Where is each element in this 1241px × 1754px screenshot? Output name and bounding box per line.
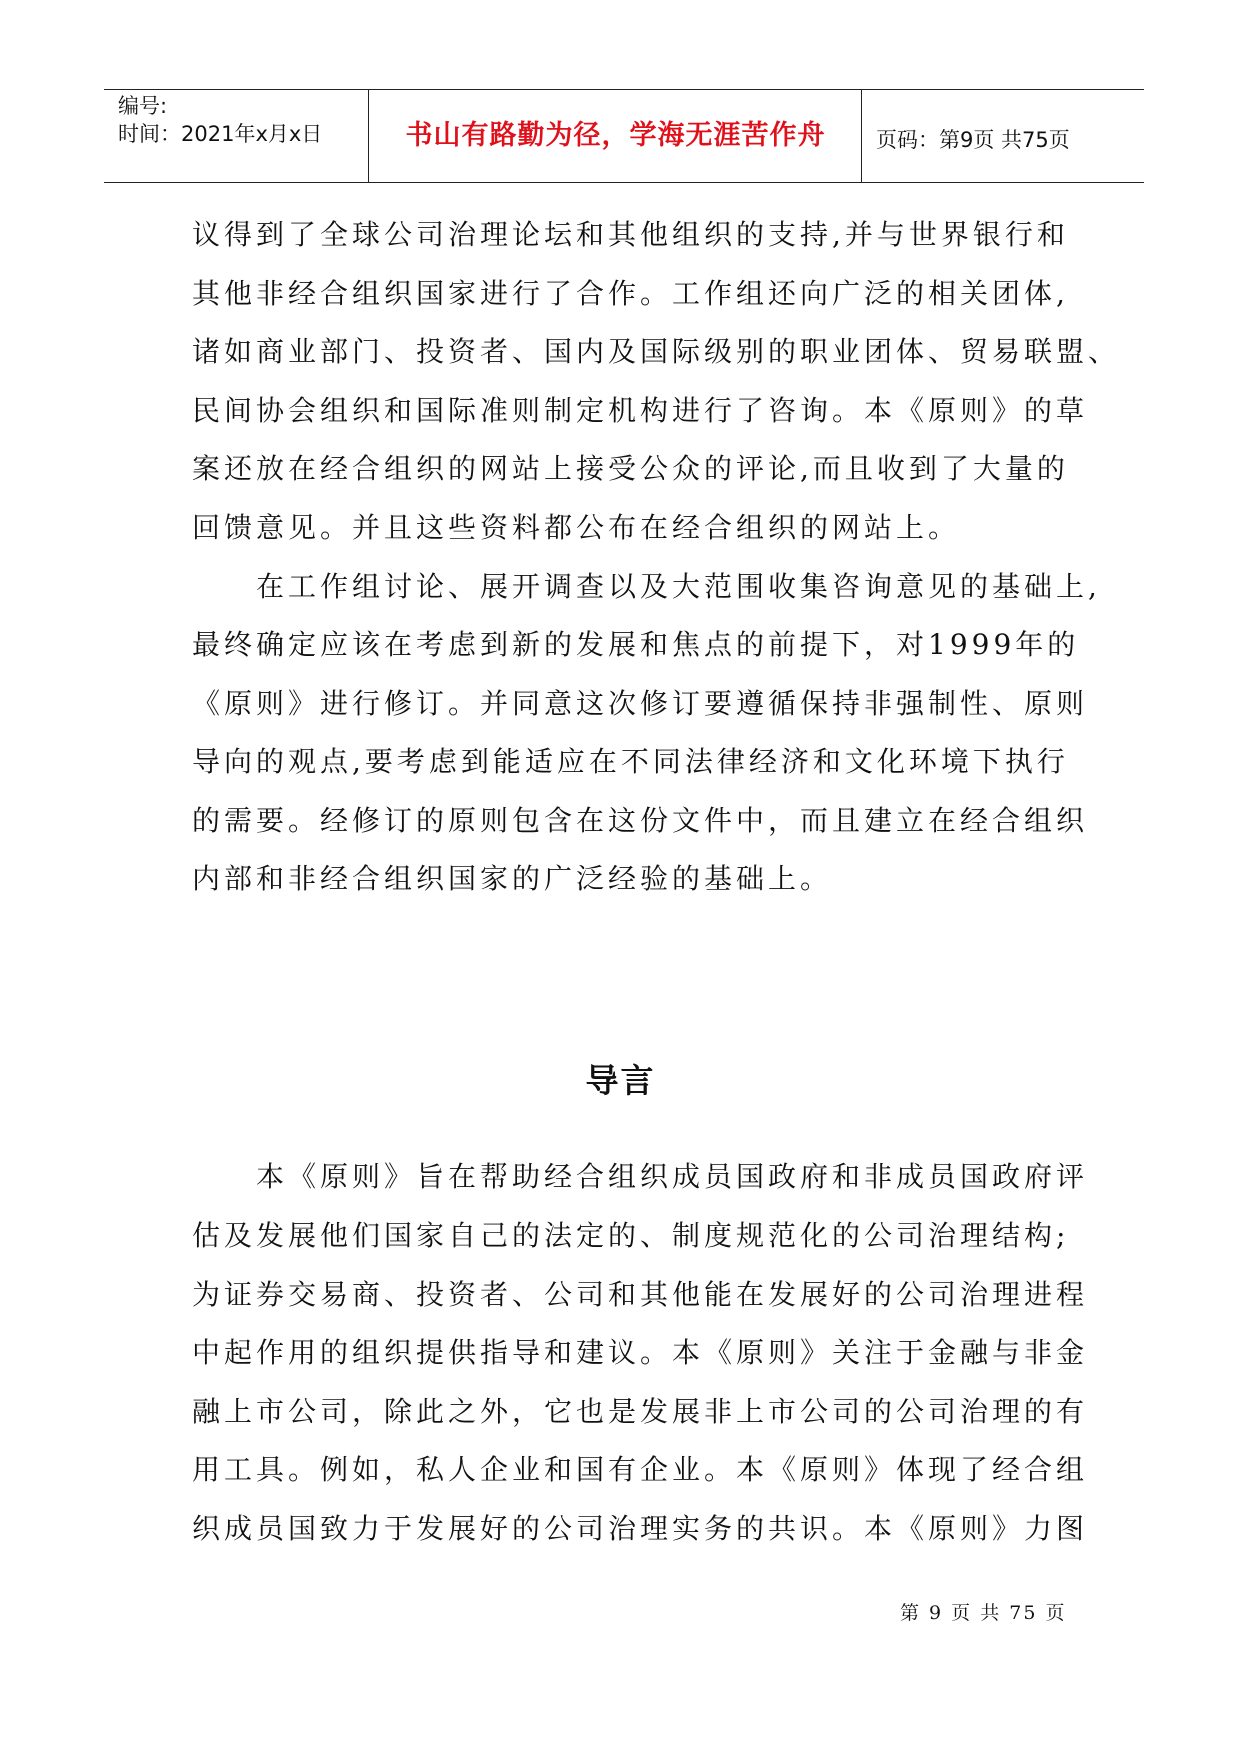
page-header — [104, 89, 1144, 183]
paragraph-line: 织成员国致力于发展好的公司治理实务的共识。本《原则》力图 — [192, 1512, 1089, 1545]
paragraph-line: 导向的观点,要考虑到能适应在不同法律经济和文化环境下执行 — [192, 745, 1069, 778]
paragraph-line: 内部和非经合组织国家的广泛经验的基础上。 — [192, 862, 833, 895]
paragraph-line: 的需要。经修订的原则包含在这份文件中，而且建立在经合组织 — [192, 804, 1089, 837]
header-page-code: 页码：第9页 共75页 — [876, 128, 1070, 152]
paragraph-line: 用工具。例如，私人企业和国有企业。本《原则》体现了经合组 — [192, 1453, 1089, 1486]
header-motto: 书山有路勤为径，学海无涯苦作舟 — [405, 120, 826, 151]
header-divider-left — [368, 90, 369, 182]
paragraph-line: 融上市公司，除此之外，它也是发展非上市公司的公司治理的有 — [192, 1395, 1089, 1428]
paragraph-line: 其他非经合组织国家进行了合作。工作组还向广泛的相关团体, — [192, 277, 1069, 310]
paragraph-line: 议得到了全球公司治理论坛和其他组织的支持,并与世界银行和 — [192, 218, 1069, 251]
paragraph-line: 为证券交易商、投资者、公司和其他能在发展好的公司治理进程 — [192, 1278, 1089, 1311]
paragraph-line: 中起作用的组织提供指导和建议。本《原则》关注于金融与非金 — [192, 1336, 1089, 1369]
paragraph-line: 估及发展他们国家自己的法定的、制度规范化的公司治理结构; — [192, 1219, 1070, 1252]
paragraph-line: 诸如商业部门、投资者、国内及国际级别的职业团体、贸易联盟、 — [192, 335, 1121, 368]
paragraph-line: 最终确定应该在考虑到新的发展和焦点的前提下，对1999年的 — [192, 628, 1080, 661]
paragraph-line: 案还放在经合组织的网站上接受公众的评论,而且收到了大量的 — [192, 452, 1069, 485]
paragraph-line: 民间协会组织和国际准则制定机构进行了咨询。本《原则》的草 — [192, 394, 1089, 427]
paragraph-line: 本《原则》旨在帮助经合组织成员国政府和非成员国政府评 — [256, 1160, 1089, 1193]
paragraph-line: 回馈意见。并且这些资料都公布在经合组织的网站上。 — [192, 511, 961, 544]
page-footer: 第 9 页 共 75 页 — [900, 1602, 1067, 1624]
document-number-label: 编号: — [118, 94, 168, 118]
paragraph-line: 《原则》进行修订。并同意这次修订要遵循保持非强制性、原则 — [192, 687, 1089, 720]
section-title: 导言 — [585, 1061, 656, 1100]
header-divider-right — [861, 90, 862, 182]
paragraph-line: 在工作组讨论、展开调查以及大范围收集咨询意见的基础上, — [256, 570, 1101, 603]
document-time-label: 时间：2021年x月x日 — [118, 122, 323, 146]
